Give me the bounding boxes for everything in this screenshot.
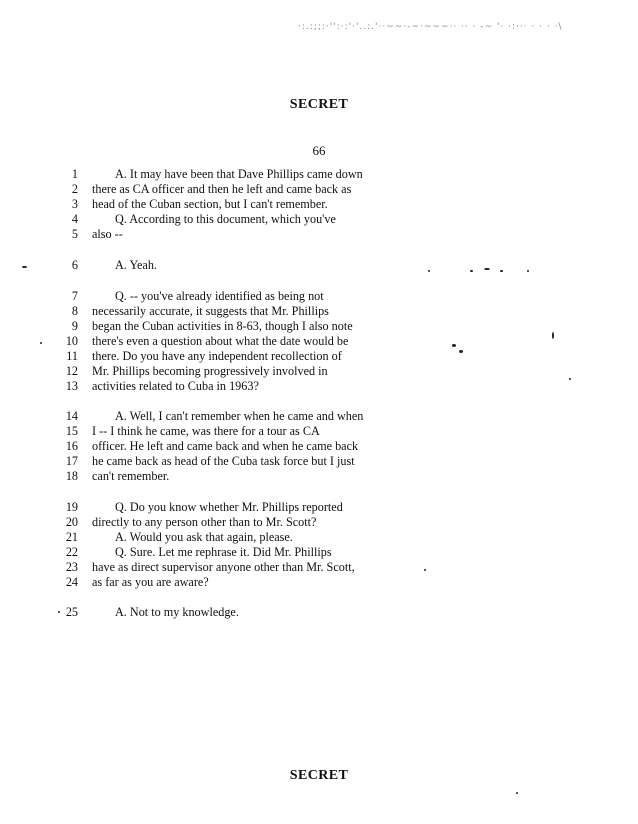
scan-speck bbox=[500, 270, 503, 272]
line-number: 15 bbox=[65, 424, 78, 438]
scan-speck bbox=[527, 270, 529, 272]
scan-speck bbox=[552, 332, 554, 339]
line-text: he came back as head of the Cuba task force but I just bbox=[92, 454, 355, 468]
scan-noise: ·:.:;;:·'':·:'·'..:.'··~~·-~·~~~·· ·· · -~ '· ·:··· · · · ·\ bbox=[298, 22, 563, 32]
line-number: 3 bbox=[71, 197, 78, 211]
line-text: there's even a question about what the date would be bbox=[92, 334, 349, 348]
line-number: 21 bbox=[65, 530, 78, 544]
line-text: there as CA officer and then he left and came back as bbox=[92, 182, 352, 196]
line-text: Q. According to this document, which you've bbox=[115, 212, 336, 226]
line-text: officer. He left and came back and when he came back bbox=[92, 439, 359, 453]
line-number: 18 bbox=[65, 469, 78, 483]
scan-speck bbox=[484, 268, 490, 270]
line-text: Mr. Phillips becoming progressively involved in bbox=[92, 364, 328, 378]
page-number: 66 bbox=[312, 143, 326, 158]
line-text: as far as you are aware? bbox=[92, 575, 209, 589]
line-text: necessarily accurate, it suggests that Mr. Phillips bbox=[92, 304, 329, 318]
line-number: 1 bbox=[71, 167, 78, 181]
scan-speck bbox=[452, 344, 456, 347]
line-text: have as direct supervisor anyone other than Mr. Scott, bbox=[92, 560, 355, 574]
line-number: 25 bbox=[65, 605, 78, 619]
scan-speck bbox=[22, 266, 27, 268]
line-text: directly to any person other than to Mr. Scott? bbox=[92, 515, 317, 529]
line-number: 9 bbox=[71, 319, 78, 333]
line-text: A. Well, I can't remember when he came and when bbox=[115, 409, 364, 423]
scan-speck bbox=[459, 350, 463, 353]
line-number: 24 bbox=[65, 575, 78, 589]
line-number: 14 bbox=[65, 409, 78, 423]
line-number: 20 bbox=[65, 515, 78, 529]
line-text: head of the Cuban section, but I can't remember. bbox=[92, 197, 328, 211]
scan-speck bbox=[470, 270, 473, 272]
scan-speck bbox=[58, 611, 60, 613]
line-text: Q. Do you know whether Mr. Phillips reported bbox=[115, 500, 343, 514]
classification-bottom: SECRET bbox=[289, 768, 349, 783]
scan-speck bbox=[424, 569, 426, 571]
line-text: A. It may have been that Dave Phillips came down bbox=[115, 167, 363, 181]
line-text: also -- bbox=[92, 227, 123, 241]
line-text: Q. -- you've already identified as being not bbox=[115, 289, 324, 303]
line-number: 4 bbox=[71, 212, 78, 226]
line-number: 13 bbox=[65, 379, 78, 393]
line-number: 10 bbox=[65, 334, 78, 348]
line-text: Q. Sure. Let me rephrase it. Did Mr. Phillips bbox=[115, 545, 332, 559]
line-number: 7 bbox=[71, 289, 78, 303]
line-number: 23 bbox=[65, 560, 78, 574]
classification-top: SECRET bbox=[289, 97, 349, 112]
line-number: 11 bbox=[66, 349, 78, 363]
line-number: 6 bbox=[71, 258, 78, 272]
scan-speck bbox=[40, 342, 42, 344]
line-number: 5 bbox=[71, 227, 78, 241]
line-text: A. Not to my knowledge. bbox=[115, 605, 239, 619]
scan-speck bbox=[569, 378, 571, 380]
line-number: 22 bbox=[65, 545, 78, 559]
line-number: 8 bbox=[71, 304, 78, 318]
line-number: 12 bbox=[65, 364, 78, 378]
line-number: 17 bbox=[65, 454, 78, 468]
scan-speck bbox=[428, 270, 430, 272]
line-text: activities related to Cuba in 1963? bbox=[92, 379, 259, 393]
line-text: A. Would you ask that again, please. bbox=[115, 530, 293, 544]
line-text: began the Cuban activities in 8-63, though I also note bbox=[92, 319, 353, 333]
line-number: 16 bbox=[65, 439, 78, 453]
line-text: can't remember. bbox=[92, 469, 170, 483]
scan-speck bbox=[516, 792, 518, 794]
line-number: 2 bbox=[71, 182, 78, 196]
line-number: 19 bbox=[65, 500, 78, 514]
line-text: there. Do you have any independent recollection of bbox=[92, 349, 342, 363]
line-text: A. Yeah. bbox=[115, 258, 157, 272]
line-text: I -- I think he came, was there for a tour as CA bbox=[92, 424, 320, 438]
